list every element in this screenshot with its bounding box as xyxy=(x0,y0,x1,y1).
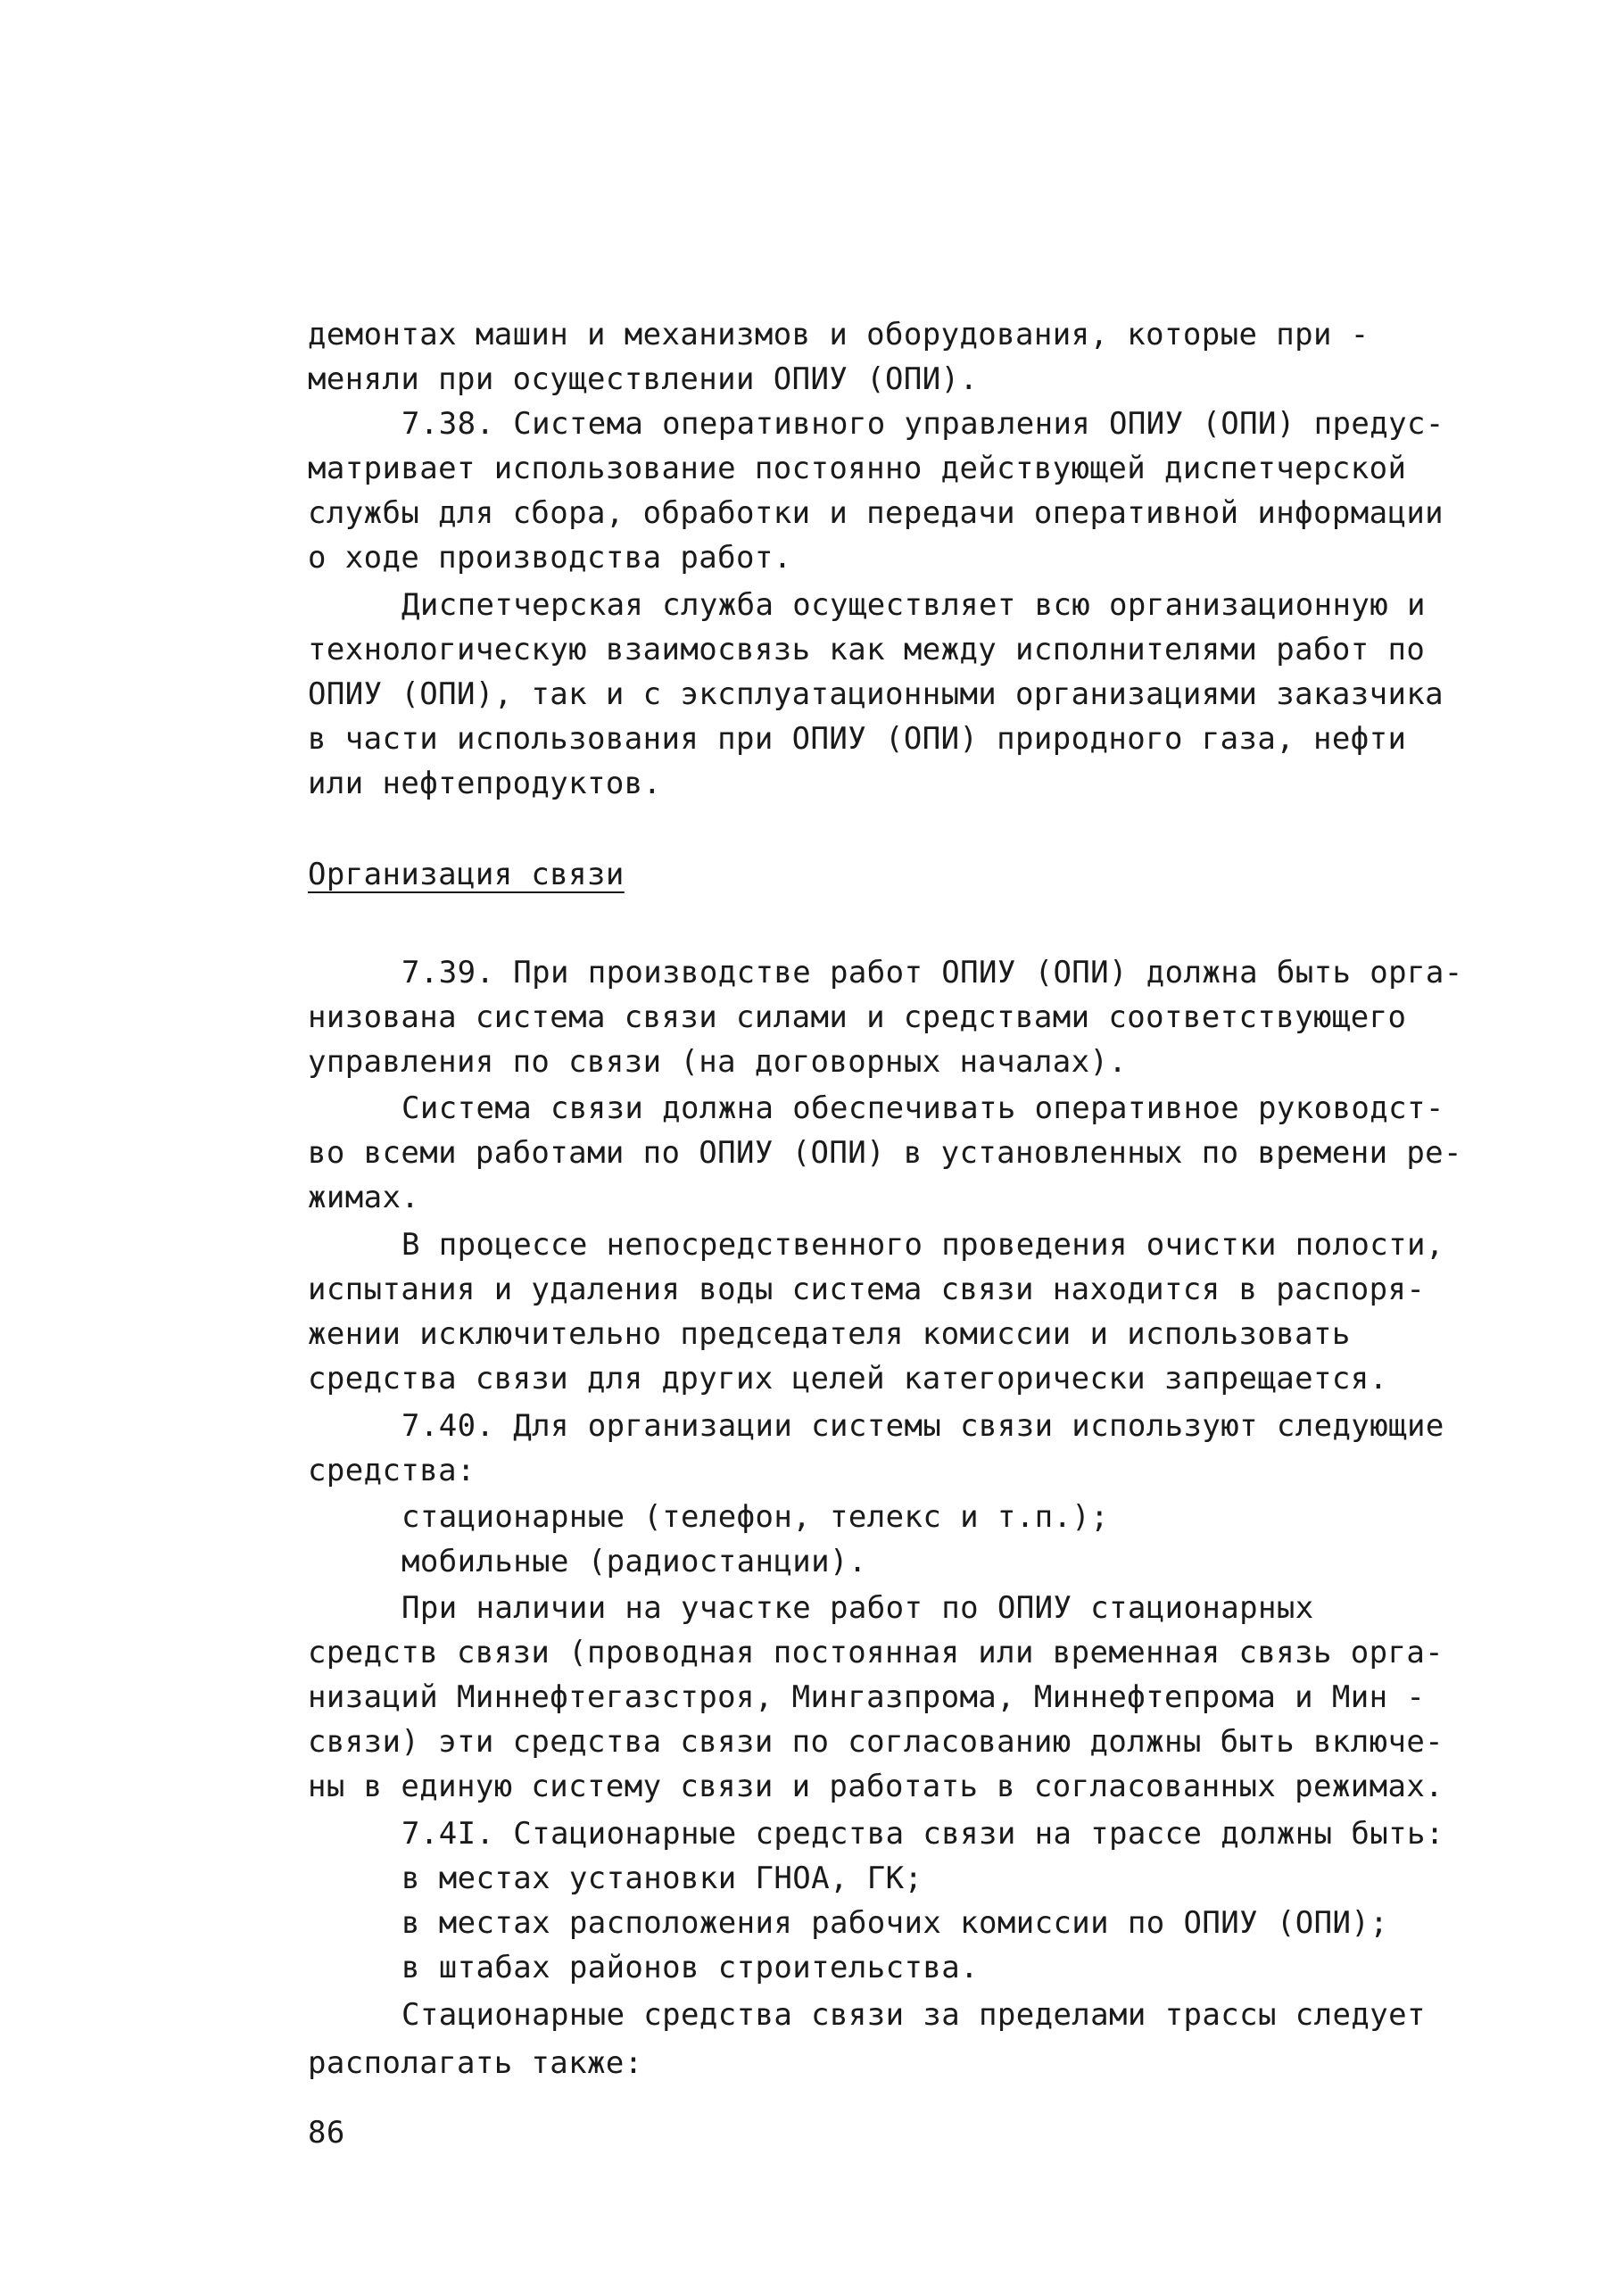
page-number: 86 xyxy=(308,2115,345,2151)
text-line: 7.4I. Стационарные средства связи на трассе должны быть: xyxy=(401,1816,1444,1852)
text-line: в части использования при ОПИУ (ОПИ) природного газа, нефти xyxy=(308,721,1407,757)
text-line: низаций Миннефтегазстроя, Мингазпрома, Миннефтепрома и Мин - xyxy=(308,1679,1426,1715)
text-line: Система связи должна обеспечивать оперативное руководст- xyxy=(401,1090,1444,1126)
text-line: В процессе непосредственного проведения очистки полости, xyxy=(401,1227,1444,1263)
text-line: матривает использование постоянно действующей диспетчерской xyxy=(308,451,1407,486)
text-line: управления по связи (на договорных началах). xyxy=(308,1044,1128,1080)
text-line: в местах установки ГНОА, ГК; xyxy=(401,1861,923,1896)
text-line: жении исключительно председателя комиссии и использовать xyxy=(308,1316,1351,1352)
text-line: меняли при осуществлении ОПИУ (ОПИ). xyxy=(308,361,979,397)
text-line: жимах. xyxy=(308,1180,420,1215)
text-line: стационарные (телефон, телекс и т.п.); xyxy=(401,1499,1110,1535)
text-line: демонтах машин и механизмов и оборудования, которые при - xyxy=(308,317,1370,352)
text-line: средства связи для других целей категорически запрещается. xyxy=(308,1361,1388,1397)
text-line: располагать также: xyxy=(308,2045,643,2081)
text-line: средств связи (проводная постоянная или временная связь орга- xyxy=(308,1635,1444,1670)
section-heading: Организация связи xyxy=(308,857,625,892)
text-line: во всеми работами по ОПИУ (ОПИ) в установленных по времени ре- xyxy=(308,1135,1462,1171)
text-line: 7.38. Система оперативного управления ОПИУ (ОПИ) предус- xyxy=(401,406,1444,442)
text-line: Стационарные средства связи за пределами трассы следует xyxy=(401,1997,1426,2033)
text-line: 7.39. При производстве работ ОПИУ (ОПИ) должна быть орга- xyxy=(401,955,1463,991)
text-line: При наличии на участке работ по ОПИУ стационарных xyxy=(401,1590,1314,1626)
text-line: службы для сбора, обработки и передачи оперативной информации xyxy=(308,495,1444,531)
text-line: средства: xyxy=(308,1453,476,1488)
text-line: или нефтепродуктов. xyxy=(308,766,662,801)
text-line: о ходе производства работ. xyxy=(308,540,792,576)
text-line: низована система связи силами и средствами соответствующего xyxy=(308,999,1407,1035)
text-line: ны в единую систему связи и работать в согласованных режимах. xyxy=(308,1769,1444,1804)
text-line: Диспетчерская служба осуществляет всю организационную и xyxy=(401,587,1426,623)
text-line: связи) эти средства связи по согласованию должны быть включе- xyxy=(308,1724,1444,1760)
text-line: испытания и удаления воды система связи находится в распоря- xyxy=(308,1272,1426,1307)
text-line: в штабах районов строительства. xyxy=(401,1950,979,1985)
text-line: технологическую взаимосвязь как между исполнителями работ по xyxy=(308,632,1426,667)
text-line: 7.40. Для организации системы связи используют следующие xyxy=(401,1408,1444,1444)
text-line: ОПИУ (ОПИ), так и с эксплуатационными организациями заказчика xyxy=(308,676,1444,712)
text-line: мобильные (радиостанции). xyxy=(401,1544,867,1579)
text-line: в местах расположения рабочих комиссии по ОПИУ (ОПИ); xyxy=(401,1905,1389,1941)
